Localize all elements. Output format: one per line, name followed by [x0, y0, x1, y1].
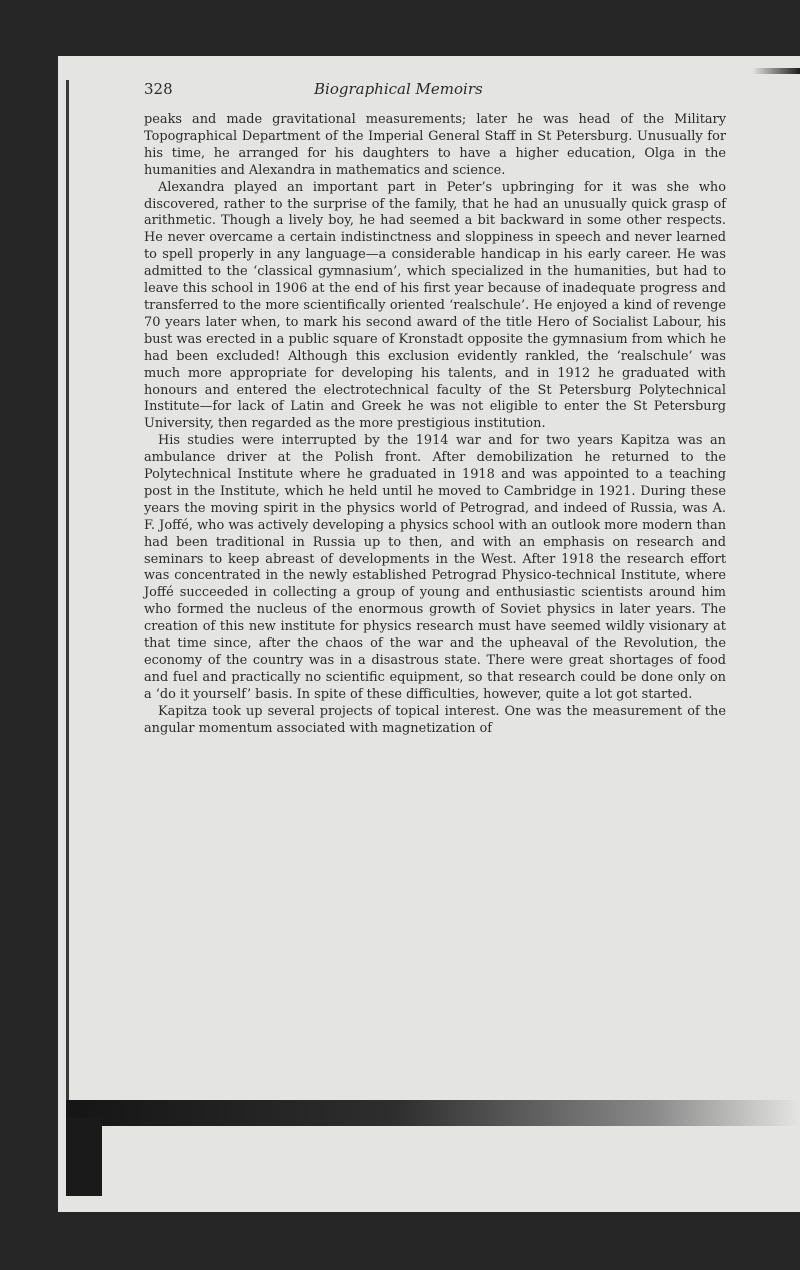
- paper-left-edge-shadow: [66, 80, 69, 1110]
- page-number: 328: [144, 80, 173, 98]
- paragraph-2: Alexandra played an important part in Peter’s upbringing for it was she who discovered, rather to the surprise of the family, that he had an unusually quick grasp of arithmetic. Though a lively boy, he had seemed a bit backward in some other respects. He never overcame a certain indistinctness and sloppiness in speech and never learned to spell properly in any language—a considerable handicap in his early career. He was admitted to the ‘classical gymnasium’, which specialized in the humanities, but had to leave this school in 1906 at the end of his first year because of inadequate progress and transferred to the more scientifically oriented ‘realschule’. He enjoyed a kind of revenge 70 years later when, to mark his second award of the title Hero of Socialist Labour, his bust was erected in a public square of Kronstadt opposite the gymnasium from which he had been excluded! Although this exclusion evidently rankled, the ‘realschule’ was much more appropriate for developing his talents, and in 1912 he graduated with honours and entered the electrotechnical faculty of the St Petersburg Polytechnical Institute—for lack of Latin and Greek he was not eligible to enter the St Petersburg University, then regarded as the more prestigious institution.: [144, 179, 726, 432]
- book-page: [144, 80, 726, 738]
- paragraph-3: His studies were interrupted by the 1914 war and for two years Kapitza was an ambulance driver at the Polish front. After demobilization he returned to the Polytechnical Institute where he graduated in 1918 and was appointed to a teaching post in the Institute, which he held until he moved to Cambridge in 1921. During these years the moving spirit in the physics world of Petrograd, and indeed of Russia, was A. F. Joffé, who was actively developing a physics school with an outlook more modern than had been traditional in Russia up to then, and with an emphasis on research and seminars to keep abreast of developments in the West. After 1918 the research effort was concentrated in the newly established Petrograd Physico-technical Institute, where Joffé succeeded in collecting a group of young and enthusiastic scientists around him who formed the nucleus of the enormous growth of Soviet physics in later years. The creation of this new institute for physics research must have seemed wildly visionary at that time since, after the chaos of the war and the upheaval of the Revolution, the economy of the country was in a disastrous state. There were great shortages of food and fuel and practically no scientific equipment, so that research could be done only on a ‘do it yourself’ basis. In spite of these difficulties, however, quite a lot got started.: [144, 433, 726, 702]
- scan-corner-artifact: [66, 1118, 102, 1196]
- scan-bottom-shadow: [66, 1100, 800, 1126]
- paper-corner-shadow: [752, 68, 800, 74]
- paragraph-4: Kapitza took up several projects of topical interest. One was the measurement of the angular momentum associated with magnetization of: [144, 703, 726, 736]
- running-header: [144, 80, 726, 98]
- paragraph-1: peaks and made gravitational measurements; later he was head of the Military Topographical Department of the Imperial General Staff in St Petersburg. Unusually for his time, he arranged for his daughters to have a higher education, Olga in the humanities and Alexandra in mathematics and science.: [144, 112, 726, 178]
- running-title: Biographical Memoirs: [314, 80, 483, 98]
- body-text: [144, 112, 726, 738]
